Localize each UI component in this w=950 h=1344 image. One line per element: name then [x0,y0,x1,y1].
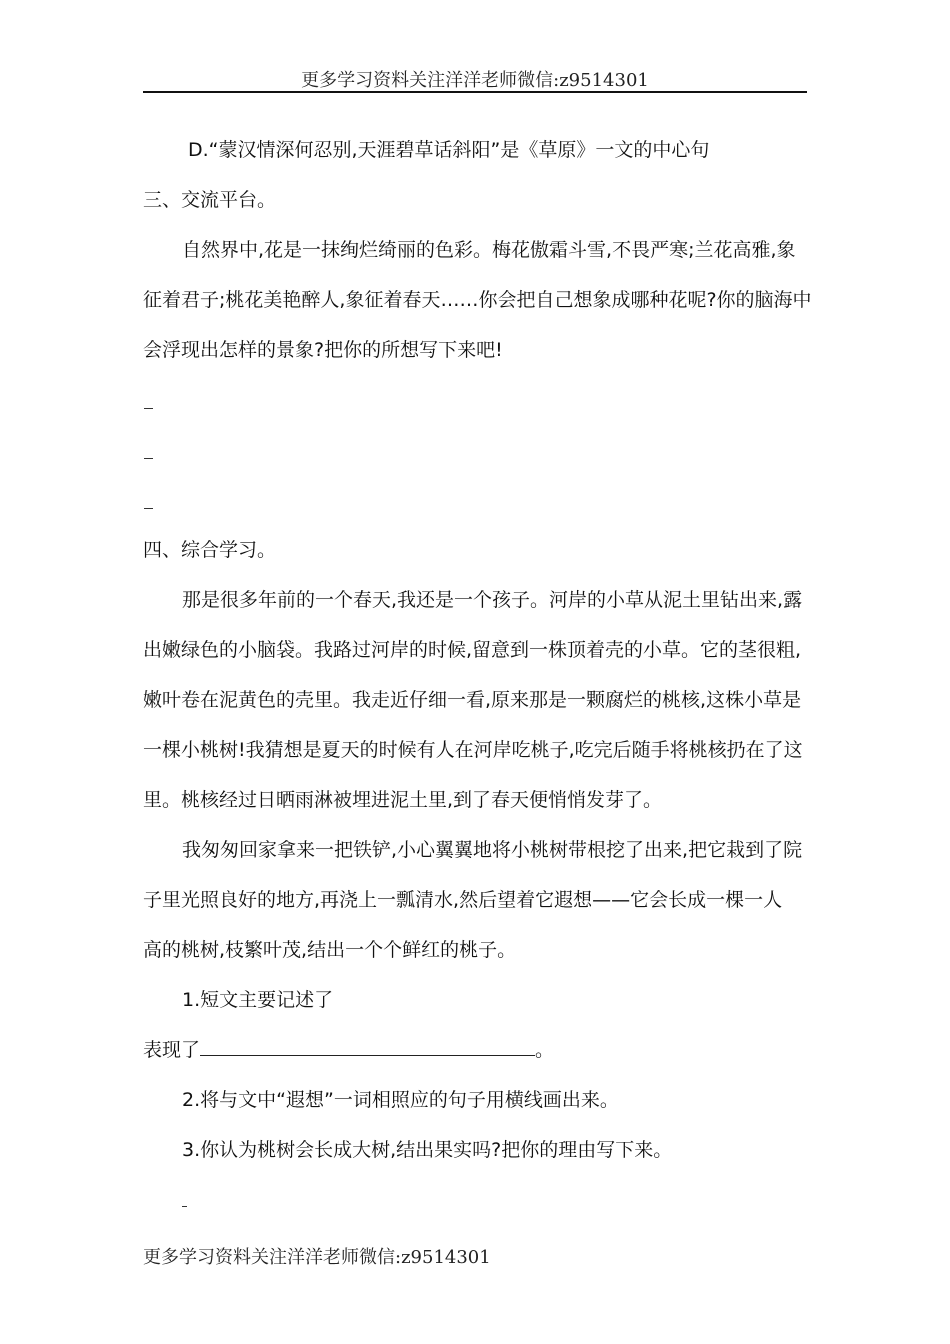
question-1-suffix: 。 [535,1039,555,1061]
answer-line-3[interactable] [144,508,153,509]
answer-line-4[interactable] [182,1206,187,1207]
answer-line-1[interactable] [144,408,153,409]
question-1-prefix: 表现了 [143,1039,201,1061]
section-3-para-line-3: 会浮现出怎样的景象?把你的所想写下来吧! [143,339,503,361]
question-1: 1.短文主要记述了 [182,989,334,1011]
section-3-para-line-1: 自然界中,花是一抹绚烂绮丽的色彩。梅花傲霜斗雪,不畏严寒;兰花高雅,象 [182,239,796,261]
answer-line-2[interactable] [144,458,153,459]
section-4-para1-line-2: 出嫩绿色的小脑袋。我路过河岸的时候,留意到一株顶着壳的小草。它的茎很粗, [143,639,802,661]
question-2: 2.将与文中“遐想”一词相照应的句子用横线画出来。 [182,1089,619,1111]
question-3: 3.你认为桃树会长成大树,结出果实吗?把你的理由写下来。 [182,1139,673,1161]
section-3-title: 三、交流平台。 [143,189,277,211]
page-footer: 更多学习资料关注洋洋老师微信:z9514301 [143,1247,491,1268]
section-3-para-line-2: 征着君子;桃花美艳醉人,象征着春天……你会把自己想象成哪种花呢?你的脑海中 [143,289,812,311]
section-4-para2-line-1: 我匆匆回家拿来一把铁铲,小心翼翼地将小桃树带根挖了出来,把它栽到了院 [182,839,803,861]
header-rule [143,91,807,93]
section-4-para1-line-3: 嫩叶卷在泥黄色的壳里。我走近仔细一看,原来那是一颗腐烂的桃核,这株小草是 [143,689,802,711]
question-1-blank[interactable] [200,1037,535,1056]
section-4-title: 四、综合学习。 [143,539,277,561]
page-header: 更多学习资料关注洋洋老师微信:z9514301 [301,70,649,91]
question-1-continuation [143,1037,813,1063]
section-4-para1-line-4: 一棵小桃树!我猜想是夏天的时候有人在河岸吃桃子,吃完后随手将桃核扔在了这 [143,739,803,761]
option-d: D.“蒙汉情深何忍别,天涯碧草话斜阳”是《草原》一文的中心句 [188,139,710,161]
section-4-para2-line-3: 高的桃树,枝繁叶茂,结出一个个鲜红的桃子。 [143,939,517,961]
section-4-para2-line-2: 子里光照良好的地方,再浇上一瓢清水,然后望着它遐想——它会长成一棵一人 [143,889,783,911]
section-4-para1-line-1: 那是很多年前的一个春天,我还是一个孩子。河岸的小草从泥土里钻出来,露 [182,589,803,611]
section-4-para1-line-5: 里。桃核经过日晒雨淋被埋进泥土里,到了春天便悄悄发芽了。 [143,789,663,811]
